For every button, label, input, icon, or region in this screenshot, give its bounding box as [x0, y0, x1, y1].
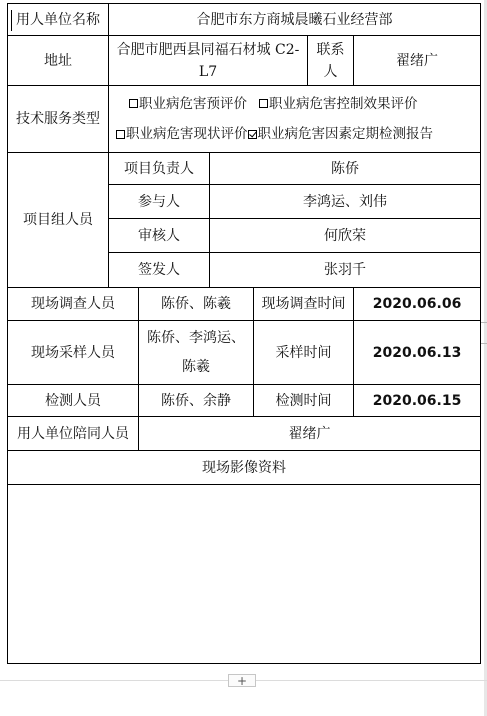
- row-service-type: [8, 86, 481, 153]
- participants-value[interactable]: 李鸿运、刘伟: [210, 185, 481, 219]
- issuer-value[interactable]: 张羽千: [210, 253, 481, 288]
- survey-time-value[interactable]: 2020.06.06: [354, 288, 481, 321]
- option-periodic-report[interactable]: [248, 119, 434, 149]
- add-page-button[interactable]: +: [228, 674, 256, 687]
- unit-name-value[interactable]: 合肥市东方商城晨曦石业经营部: [109, 4, 481, 36]
- leader-value[interactable]: 陈侨: [210, 153, 481, 185]
- test-staff-label: 检测人员: [8, 385, 139, 417]
- row-photo-header: [8, 451, 481, 485]
- page-edge-tick: [481, 343, 487, 344]
- option-control-effect[interactable]: [259, 89, 418, 119]
- escort-value[interactable]: 翟绪广: [139, 417, 481, 451]
- sampling-staff-value[interactable]: 陈侨、李鸿运、陈羲: [139, 321, 254, 385]
- text-cursor: [11, 10, 12, 31]
- service-options-line-2: [111, 119, 478, 150]
- service-type-label: 技术服务类型: [8, 86, 109, 153]
- row-escort: [8, 417, 481, 451]
- page-bottom-line: [256, 680, 487, 681]
- project-group-label: 项目组人员: [8, 153, 109, 288]
- row-unit: [8, 4, 481, 36]
- checkbox-pre-assessment[interactable]: [129, 99, 138, 108]
- page-edge-tick: [481, 322, 487, 323]
- row-photo-area: [8, 485, 481, 664]
- checkbox-periodic-report-checked[interactable]: [248, 130, 257, 139]
- contact-label: 联系人: [308, 36, 354, 86]
- test-time-label: 检测时间: [254, 385, 354, 417]
- sampling-staff-label: 现场采样人员: [8, 321, 139, 385]
- option-pre-assessment[interactable]: [129, 89, 247, 119]
- sampling-time-label: 采样时间: [254, 321, 354, 385]
- leader-label: 项目负责人: [109, 153, 210, 185]
- escort-label: 用人单位陪同人员: [8, 417, 139, 451]
- address-value[interactable]: 合肥市肥西县同福石材城 C2-L7: [109, 36, 308, 86]
- survey-staff-value[interactable]: 陈侨、陈羲: [139, 288, 254, 321]
- participants-label: 参与人: [109, 185, 210, 219]
- service-options-line-1: [111, 89, 478, 120]
- reviewer-label: 审核人: [109, 219, 210, 253]
- issuer-label: 签发人: [109, 253, 210, 288]
- option-status-assessment-label: 职业病危害现状评价: [126, 126, 248, 142]
- row-sampling: [8, 321, 481, 385]
- address-label: 地址: [8, 36, 109, 86]
- unit-name-label: 用人单位名称: [8, 4, 109, 36]
- survey-staff-label: 现场调查人员: [8, 288, 139, 321]
- option-status-assessment[interactable]: [116, 119, 248, 149]
- reviewer-value[interactable]: 何欣荣: [210, 219, 481, 253]
- row-testing: [8, 385, 481, 417]
- photo-section-label: 现场影像资料: [8, 451, 481, 485]
- row-leader: [8, 153, 481, 185]
- option-pre-assessment-label: 职业病危害预评价: [139, 95, 247, 112]
- test-time-value[interactable]: 2020.06.15: [354, 385, 481, 417]
- option-periodic-report-label: 职业病危害因素定期检测报告: [257, 126, 433, 142]
- test-staff-value[interactable]: 陈侨、余静: [139, 385, 254, 417]
- info-form-table: [7, 3, 481, 664]
- row-survey: [8, 288, 481, 321]
- photo-area[interactable]: [8, 485, 481, 664]
- survey-time-label: 现场调查时间: [254, 288, 354, 321]
- option-control-effect-label: 职业病危害控制效果评价: [269, 95, 418, 112]
- contact-value[interactable]: 翟绪广: [354, 36, 481, 86]
- service-type-options: [109, 86, 481, 153]
- row-address: [8, 36, 481, 86]
- page-bottom-line: [0, 680, 228, 681]
- checkbox-status-assessment[interactable]: [116, 130, 125, 139]
- sampling-time-value[interactable]: 2020.06.13: [354, 321, 481, 385]
- checkbox-control-effect[interactable]: [259, 99, 268, 108]
